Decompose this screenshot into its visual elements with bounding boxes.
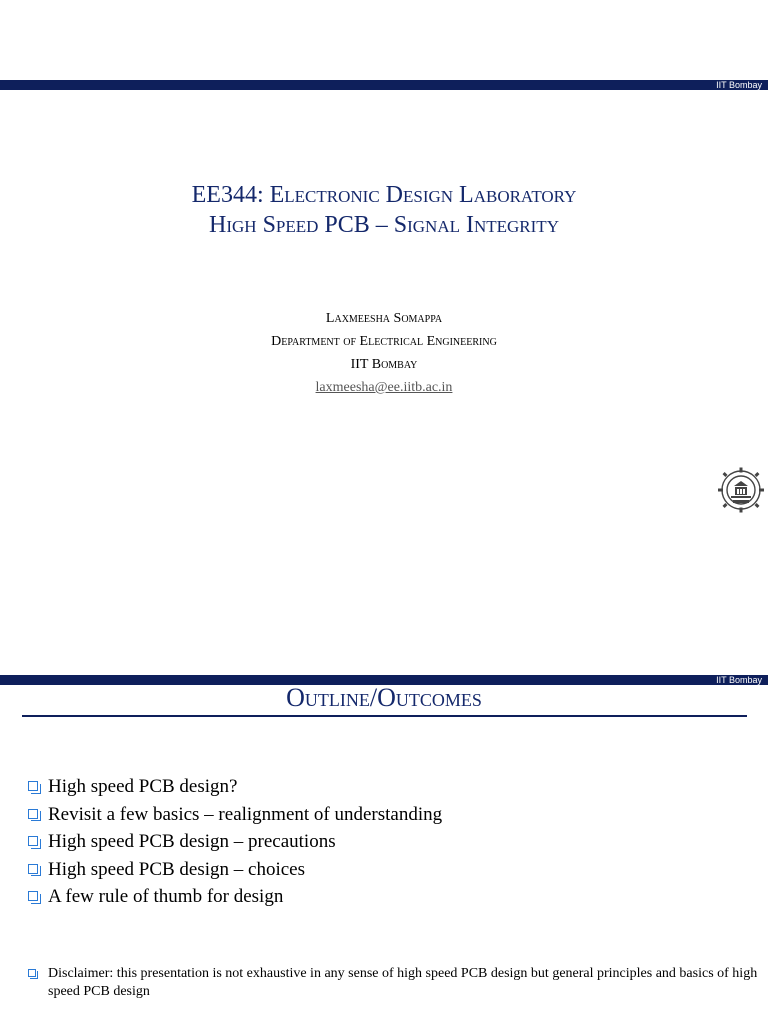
square-bullet-icon [28, 781, 38, 791]
square-bullet-icon [28, 969, 36, 977]
title-underline [22, 715, 747, 717]
outline-slide [0, 668, 768, 1024]
list-item-text: High speed PCB design – choices [48, 858, 306, 880]
iit-bombay-seal-logo [714, 466, 768, 514]
institute: IIT Bombay [350, 357, 418, 372]
list-item-text: Revisit a few basics – realignment of understanding [48, 803, 443, 825]
list-item [28, 801, 442, 829]
outline-list [28, 773, 442, 911]
list-item [28, 773, 442, 801]
square-bullet-icon [28, 809, 38, 819]
header-label: IIT Bombay [716, 80, 762, 90]
list-item [28, 856, 442, 884]
list-item-text: High speed PCB design? [48, 776, 238, 797]
list-item [28, 828, 442, 856]
disclaimer-text: Disclaimer: this presentation is not exhaustive in any sense of high speed PCB design but general principles and basics of high speed PCB design [48, 966, 758, 999]
disclaimer [28, 965, 768, 1001]
list-item [28, 883, 442, 911]
title-line-1: EE344: Electronic Design Laboratory [191, 182, 577, 208]
square-bullet-icon [28, 864, 38, 874]
title-line-2: High Speed PCB – Signal Integrity [209, 212, 559, 238]
square-bullet-icon [28, 891, 38, 901]
email-link[interactable]: laxmeesha@ee.iitb.ac.in [315, 380, 453, 395]
header-bar [0, 80, 768, 90]
author-block [0, 307, 768, 399]
slide-title [0, 180, 768, 240]
author-name: Laxmeesha Somappa [325, 311, 443, 326]
department: Department of Electrical Engineering [271, 334, 497, 349]
outline-title: Outline/Outcomes [286, 683, 482, 712]
square-bullet-icon [28, 836, 38, 846]
list-item-text: A few rule of thumb for design [48, 886, 284, 907]
header-label: IIT Bombay [716, 675, 762, 685]
list-item-text: High speed PCB design – precautions [48, 831, 336, 852]
